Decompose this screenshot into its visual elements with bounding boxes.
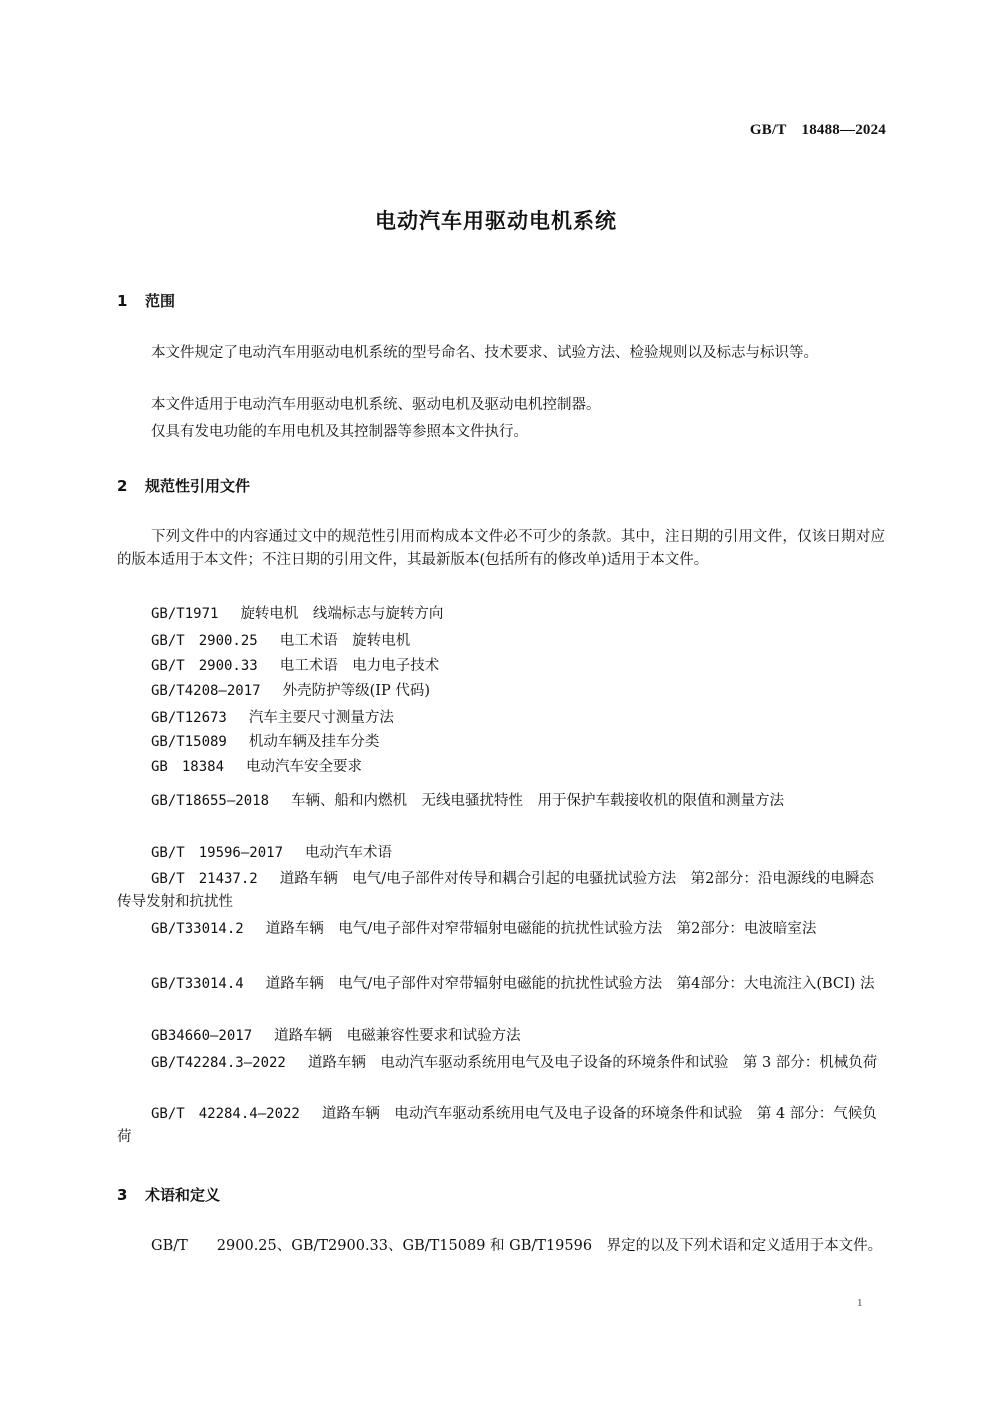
reference-code: GB/T 2900.25	[151, 633, 258, 649]
section-number: 1	[117, 292, 128, 310]
reference-title: 电工术语 电力电子技术	[279, 658, 440, 674]
reference-item	[117, 630, 885, 653]
reference-title: 道路车辆 电动汽车驱动系统用电气及电子设备的环境条件和试验 第 4 部分：气候负荷	[117, 1106, 877, 1145]
reference-item	[117, 1103, 885, 1149]
reference-title: 道路车辆 电气/电子部件对窄带辐射电磁能的抗扰性试验方法 第4部分：大电流注入(BCI) 法	[265, 976, 875, 992]
reference-title: 外壳防护等级(IP 代码)	[282, 683, 430, 699]
reference-item	[117, 1025, 885, 1048]
terms-intro: GB/T 2900.25、GB/T2900.33、GB/T15089 和 GB/T19596 界定的以及下列术语和定义适用于本文件。	[151, 1238, 883, 1254]
reference-title: 道路车辆 电动汽车驱动系统用电气及电子设备的环境条件和试验 第 3 部分：机械负荷	[307, 1055, 878, 1071]
section-number: 3	[117, 1186, 128, 1204]
reference-item	[117, 1052, 885, 1075]
reference-title: 电工术语 旋转电机	[279, 633, 411, 649]
reference-code: GB34660—2017	[151, 1028, 253, 1044]
section-3-heading	[117, 1184, 220, 1205]
scope-paragraph-2: 本文件适用于电动汽车用驱动电机系统、驱动电机及驱动电机控制器。	[151, 397, 601, 413]
reference-item	[117, 707, 885, 730]
reference-title: 旋转电机 线端标志与旋转方向	[240, 606, 444, 622]
reference-code: GB/T33014.4	[151, 976, 244, 992]
reference-code: GB/T1971	[151, 606, 219, 622]
reference-title: 电动汽车安全要求	[246, 759, 363, 775]
document-title: 电动汽车用驱动电机系统	[375, 209, 617, 233]
reference-title: 道路车辆 电磁兼容性要求和试验方法	[274, 1028, 521, 1044]
reference-item	[117, 655, 885, 678]
reference-item	[117, 790, 885, 813]
reference-title: 车辆、船和内燃机 无线电骚扰特性 用于保护车载接收机的限值和测量方法	[291, 793, 785, 809]
section-title: 范围	[145, 292, 176, 310]
reference-code: GB/T 19596—2017	[151, 845, 284, 861]
scope-paragraph-3: 仅具有发电功能的车用电机及其控制器等参照本文件执行。	[151, 424, 528, 440]
reference-item	[117, 842, 885, 865]
reference-code: GB 18384	[151, 759, 225, 775]
reference-item	[117, 680, 885, 703]
reference-code: GB/T 21437.2	[151, 871, 258, 887]
reference-code: GB/T 2900.33	[151, 658, 258, 674]
reference-item	[117, 973, 885, 996]
reference-item	[117, 918, 885, 941]
reference-code: GB/T15089	[151, 734, 227, 750]
section-1-heading	[117, 290, 175, 311]
reference-title: 机动车辆及挂车分类	[248, 734, 380, 750]
scope-paragraph-1: 本文件规定了电动汽车用驱动电机系统的型号命名、技术要求、试验方法、检验规则以及标志与标识等。	[151, 345, 818, 361]
reference-item	[117, 603, 885, 626]
reference-title: 电动汽车术语	[305, 845, 393, 861]
section-title: 规范性引用文件	[145, 477, 251, 495]
reference-title: 汽车主要尺寸测量方法	[248, 710, 394, 726]
reference-code: GB/T33014.2	[151, 921, 244, 937]
reference-code: GB/T18655—2018	[151, 793, 270, 809]
reference-title: 道路车辆 电气/电子部件对传导和耦合引起的电骚扰试验方法 第2部分：沿电源线的电瞬态传导发射和抗扰性	[117, 871, 874, 910]
reference-title: 道路车辆 电气/电子部件对窄带辐射电磁能的抗扰性试验方法 第2部分：电波暗室法	[265, 921, 817, 937]
reference-item	[117, 868, 885, 914]
page-number: 1	[857, 1297, 863, 1309]
reference-item	[117, 731, 885, 754]
reference-item	[117, 756, 885, 779]
reference-code: GB/T42284.3—2022	[151, 1055, 286, 1071]
section-title: 术语和定义	[145, 1186, 221, 1204]
standard-code: GB/T 18488—2024	[749, 122, 886, 138]
references-intro: 下列文件中的内容通过文中的规范性引用而构成本文件必不可少的条款。其中，注日期的引用文件，仅该日期对应的版本适用于本文件；不注日期的引用文件，其最新版本(包括所有的修改单)适用于本文件。	[117, 529, 885, 568]
section-2-heading	[117, 475, 250, 496]
reference-code: GB/T12673	[151, 710, 227, 726]
reference-code: GB/T4208—2017	[151, 683, 261, 699]
reference-code: GB/T 42284.4—2022	[151, 1106, 300, 1122]
section-number: 2	[117, 477, 128, 495]
